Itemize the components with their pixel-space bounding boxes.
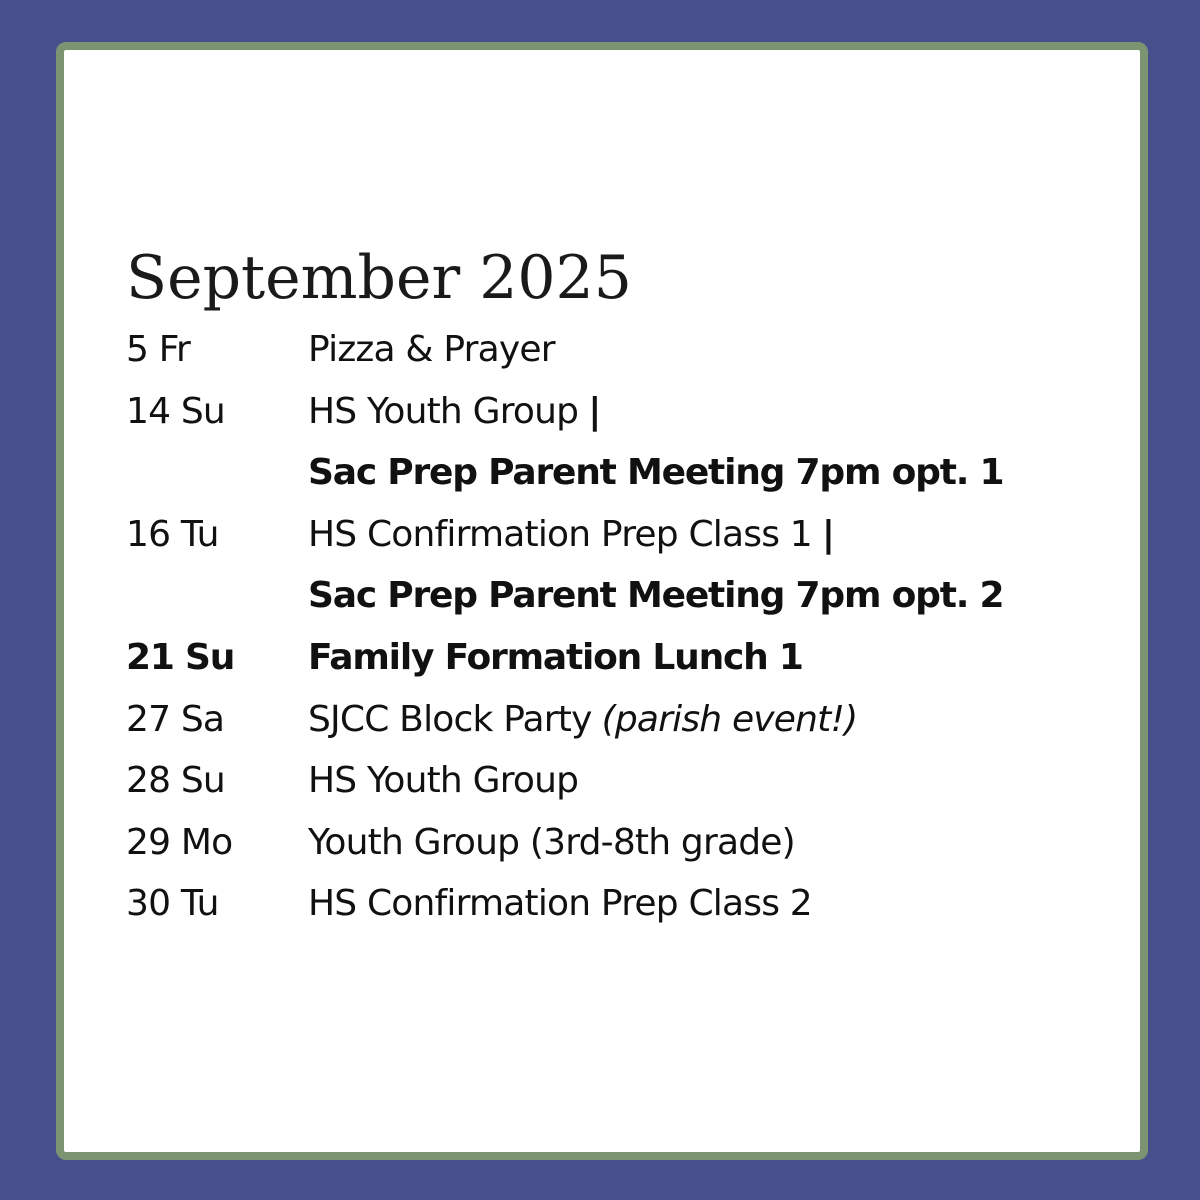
event-row: [126, 442, 1086, 504]
event-title: Sac Prep Parent Meeting 7pm opt. 1: [308, 452, 1004, 494]
event-text: [308, 689, 857, 751]
event-date: 21 Su: [126, 636, 235, 678]
event-row: [126, 689, 1086, 751]
event-row: [126, 627, 1086, 689]
event-text: [308, 565, 1003, 627]
event-date: 30 Tu: [126, 883, 219, 925]
event-title: HS Confirmation Prep Class 2: [308, 883, 812, 925]
event-note: (parish event!): [601, 698, 858, 740]
month-title: September 2025: [126, 243, 632, 313]
event-title: Pizza & Prayer: [308, 329, 555, 370]
event-title: HS Confirmation Prep Class 1: [308, 513, 812, 555]
event-text: [308, 442, 1003, 504]
event-text: [308, 812, 795, 874]
event-list: [126, 319, 1086, 935]
event-date: 14 Su: [126, 390, 225, 432]
event-title: HS Youth Group: [308, 390, 579, 432]
event-row: [126, 750, 1086, 812]
event-date: 5 Fr: [126, 329, 191, 370]
event-row: [126, 565, 1086, 627]
event-date: 16 Tu: [126, 513, 219, 555]
event-title: Youth Group (3rd-8th grade): [308, 821, 795, 863]
event-title: SJCC Block Party: [308, 698, 592, 740]
event-text: [308, 750, 578, 812]
event-row: [126, 319, 1086, 381]
event-text: [308, 627, 803, 689]
event-title: Sac Prep Parent Meeting 7pm opt. 2: [308, 575, 1004, 617]
event-text: [308, 504, 834, 566]
event-text: [308, 381, 601, 443]
event-date: 29 Mo: [126, 821, 233, 863]
event-text: [308, 319, 555, 381]
event-row: [126, 873, 1086, 935]
event-row: [126, 381, 1086, 443]
event-date: 28 Su: [126, 760, 225, 802]
separator: |: [821, 513, 835, 555]
event-date: 27 Sa: [126, 698, 225, 740]
event-row: [126, 504, 1086, 566]
event-title: Family Formation Lunch 1: [308, 636, 803, 678]
event-row: [126, 812, 1086, 874]
event-title: HS Youth Group: [308, 760, 579, 802]
separator: |: [588, 390, 601, 432]
event-text: [308, 873, 812, 935]
